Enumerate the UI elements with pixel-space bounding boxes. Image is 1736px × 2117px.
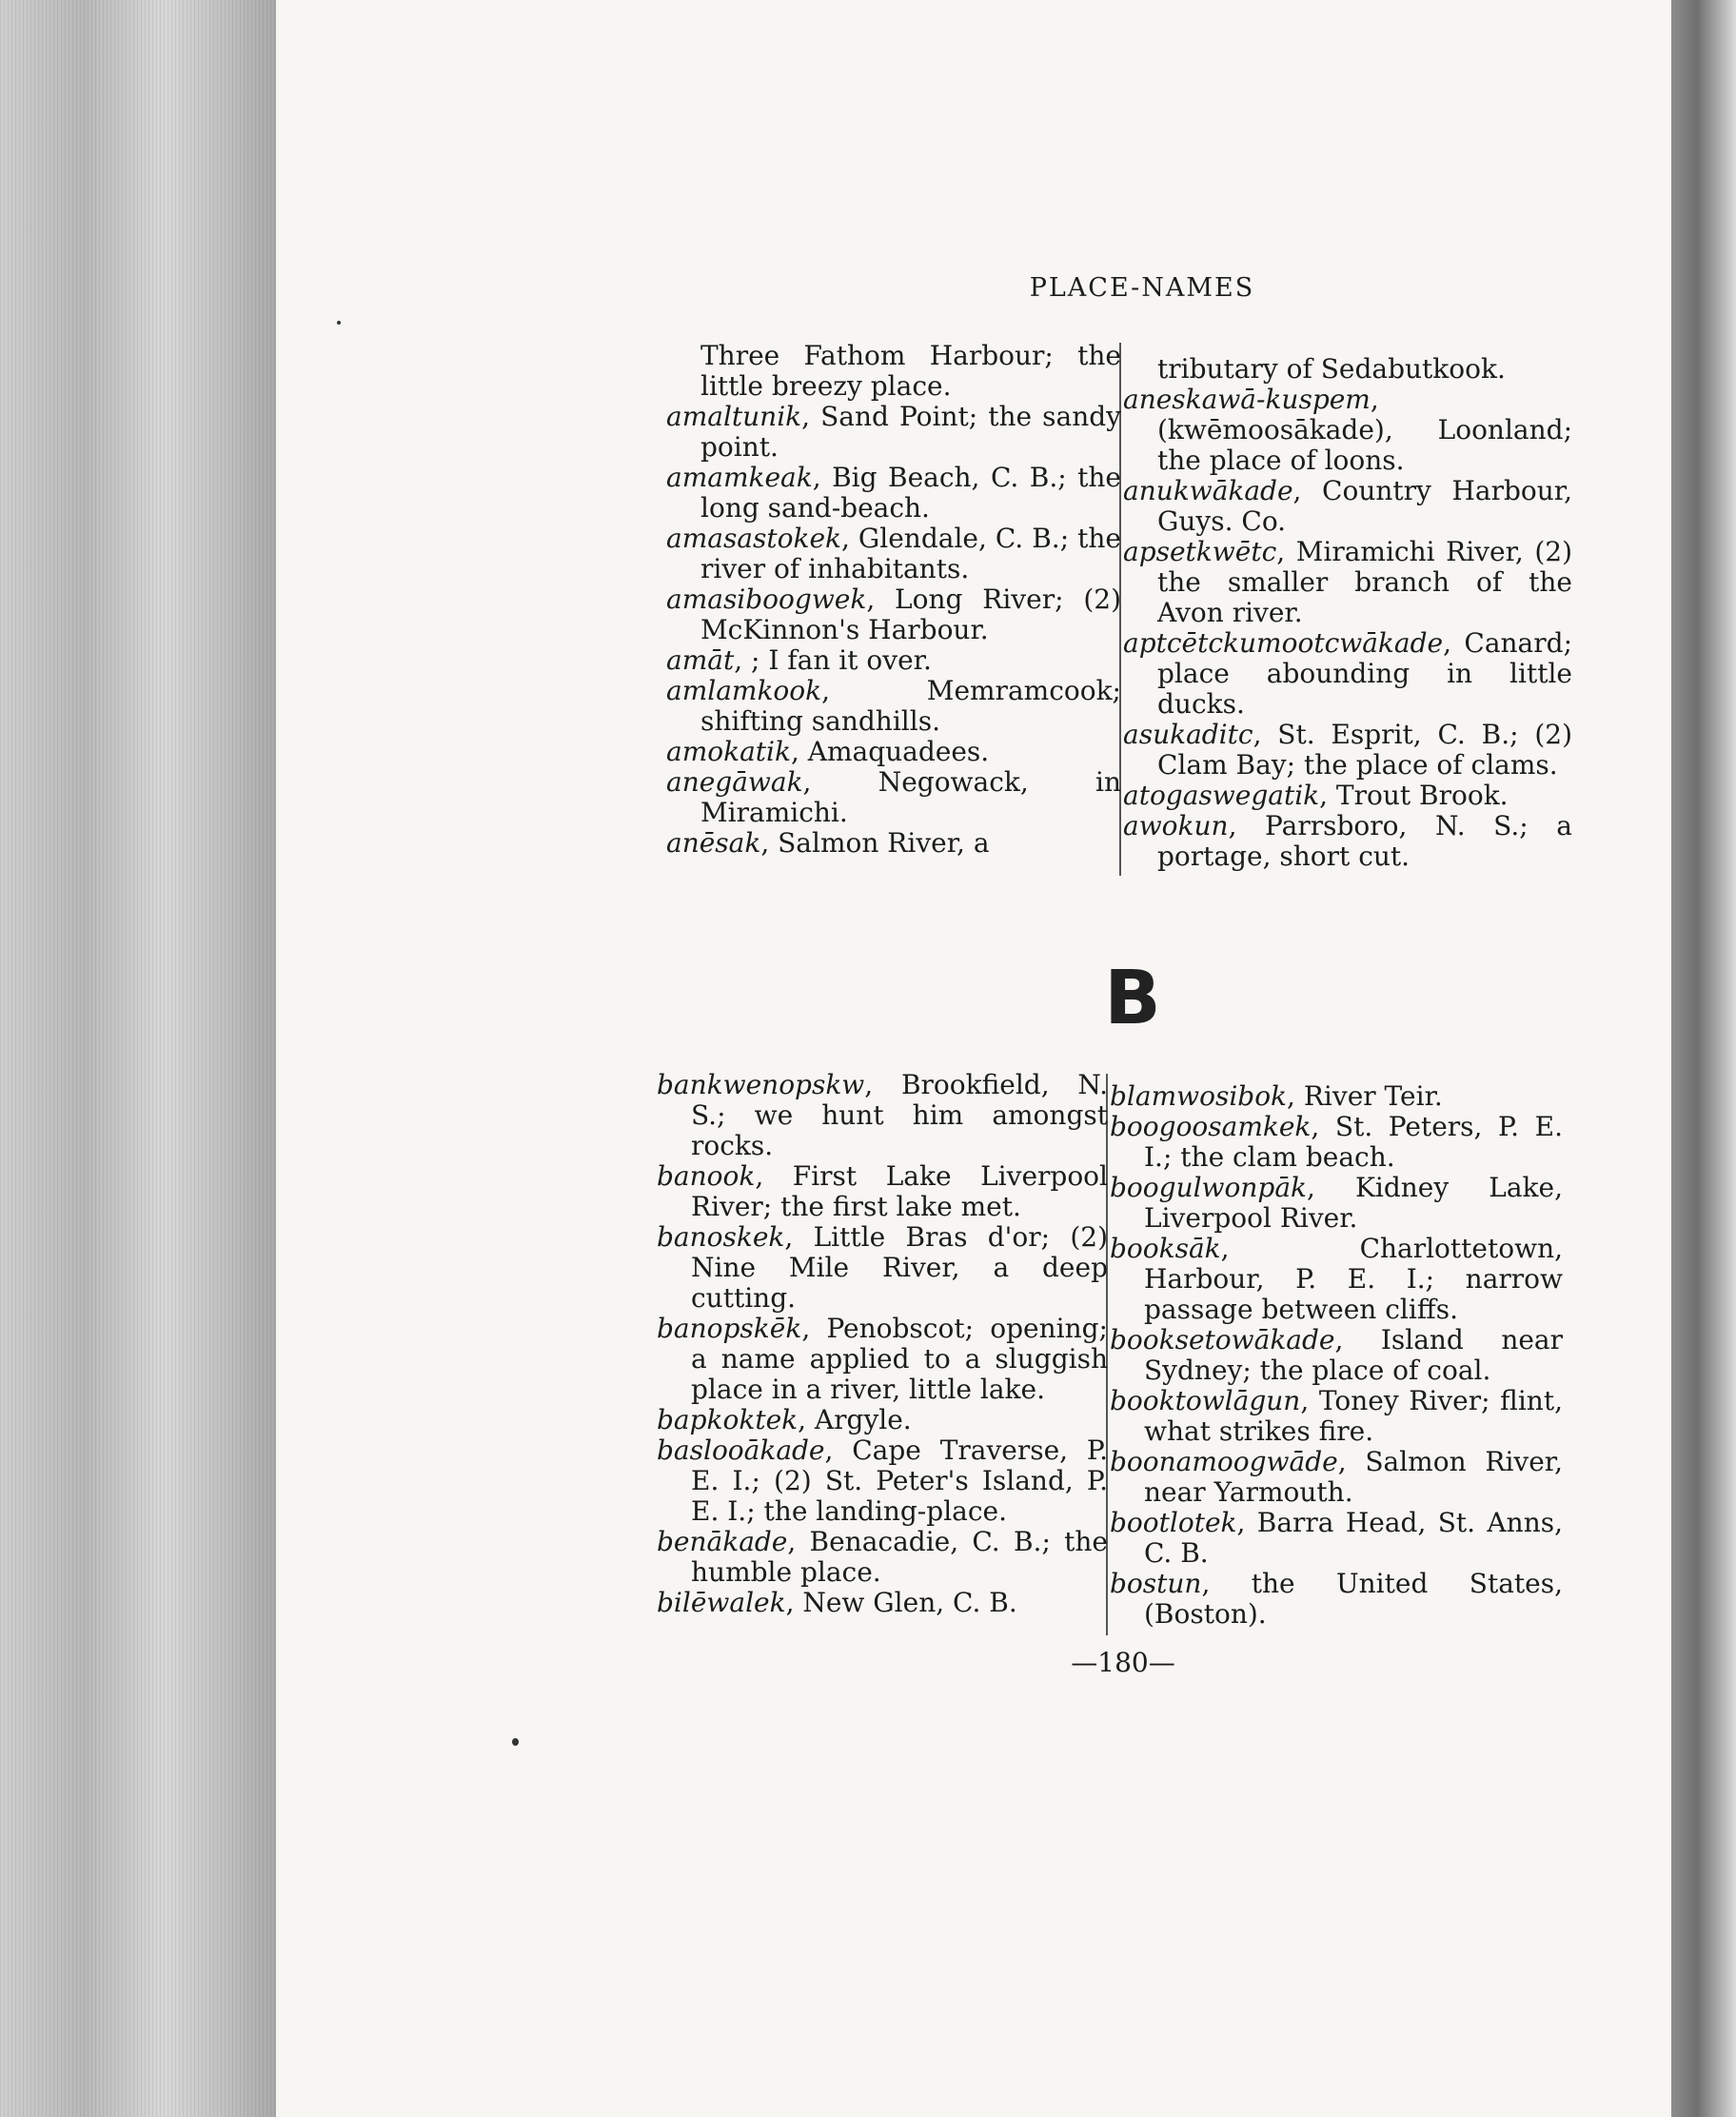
entry-headword: apsetkwētc <box>1123 536 1277 567</box>
dictionary-entry <box>1123 354 1572 385</box>
dictionary-entry <box>666 645 1121 676</box>
dictionary-entry <box>1110 1325 1563 1386</box>
entry-headword: amasiboogwek <box>666 584 867 615</box>
entry-definition: , Benacadie, C. B.; the humble place. <box>691 1526 1108 1588</box>
entry-headword: amokatik <box>666 736 791 767</box>
section-a-right-column <box>1123 354 1572 872</box>
dictionary-entry <box>1110 1508 1563 1569</box>
book-page-stack <box>0 0 276 2117</box>
entry-definition: , Miramichi River, (2) the smaller branch of the Avon river. <box>1157 536 1572 628</box>
entry-definition: , Charlottetown, Harbour, P. E. I.; narrow passage between cliffs. <box>1144 1233 1563 1325</box>
dictionary-entry <box>666 828 1121 859</box>
entry-headword: anegāwak <box>666 766 803 798</box>
dictionary-entry <box>1110 1386 1563 1447</box>
entry-definition: , Trout Brook. <box>1319 780 1509 811</box>
entry-definition: tributary of Sedabutkook. <box>1157 353 1506 385</box>
section-letter: B <box>1104 956 1161 1041</box>
entry-headword: amāt <box>666 644 735 676</box>
entry-definition: , Amaquadees. <box>790 736 990 767</box>
entry-headword: banopskēk <box>657 1313 802 1344</box>
dictionary-entry <box>657 1222 1108 1314</box>
entry-headword: booksetowākade <box>1110 1324 1335 1355</box>
entry-headword: amaltunik <box>666 401 802 432</box>
entry-definition: , the United States, (Boston). <box>1144 1568 1563 1630</box>
dictionary-entry <box>666 767 1121 828</box>
entry-headword: boogulwonpāk <box>1110 1172 1307 1203</box>
entry-headword: banoskek <box>657 1221 785 1253</box>
ink-speck <box>337 321 341 325</box>
dictionary-entry <box>657 1435 1108 1527</box>
entry-definition: , Memramcook; shifting sandhills. <box>700 675 1121 737</box>
dictionary-entry <box>666 402 1121 463</box>
entry-headword: bostun <box>1110 1568 1202 1599</box>
entry-definition: , Glendale, C. B.; the river of inhabitants. <box>700 523 1121 584</box>
dictionary-entry <box>657 1161 1108 1222</box>
dictionary-entry <box>666 341 1121 402</box>
entry-headword: aneskawā-kuspem <box>1123 384 1371 415</box>
dictionary-entry <box>657 1588 1108 1618</box>
entry-headword: amlamkook <box>666 675 822 706</box>
entry-headword: amasastokek <box>666 523 841 554</box>
entry-headword: anukwākade <box>1123 475 1293 506</box>
entry-definition: , Brookfield, N. S.; we hunt him amongst rocks. <box>691 1069 1108 1161</box>
dictionary-entry <box>1110 1569 1563 1630</box>
entry-headword: booksāk <box>1110 1233 1221 1264</box>
entry-definition: , Country Harbour, Guys. Co. <box>1157 475 1572 537</box>
entry-headword: bilēwalek <box>657 1587 786 1618</box>
dictionary-entry <box>1123 385 1572 476</box>
entry-definition: , Argyle. <box>798 1404 912 1435</box>
entry-headword: atogaswegatik <box>1123 780 1320 811</box>
entry-headword: boogoosamkek <box>1110 1111 1312 1142</box>
entry-definition: , Big Beach, C. B.; the long sand-beach. <box>700 462 1121 524</box>
entry-definition: Three Fathom Harbour; the little breezy place. <box>700 340 1121 402</box>
entry-definition: , First Lake Liverpool River; the first lake met. <box>691 1160 1108 1222</box>
dictionary-entry <box>666 737 1121 767</box>
entry-definition: , St. Esprit, C. B.; (2) Clam Bay; the place of clams. <box>1157 719 1572 781</box>
entry-headword: bapkoktek <box>657 1404 799 1435</box>
entry-definition: , Salmon River, a <box>760 827 990 859</box>
dictionary-entry <box>1110 1234 1563 1325</box>
entry-definition: , Cape Traverse, P. E. I.; (2) St. Peter's Island, P. E. I.; the landing-place. <box>691 1434 1108 1527</box>
dictionary-entry <box>657 1314 1108 1405</box>
entry-headword: asukaditc <box>1123 719 1253 750</box>
book-page <box>276 0 1671 2117</box>
entry-definition: , New Glen, C. B. <box>785 1587 1017 1618</box>
entry-definition: , River Teir. <box>1287 1080 1443 1112</box>
page-number: —180— <box>1071 1647 1175 1678</box>
entry-definition: , St. Peters, P. E. I.; the clam beach. <box>1144 1111 1563 1173</box>
entry-definition: , Penobscot; opening; a name applied to a sluggish place in a river, little lake. <box>691 1313 1108 1405</box>
section-b-right-column <box>1110 1081 1563 1630</box>
entry-headword: bootlotek <box>1110 1507 1237 1538</box>
entry-definition: , Barra Head, St. Anns, C. B. <box>1144 1507 1563 1569</box>
book-right-edge <box>1671 0 1736 2117</box>
dictionary-entry <box>1110 1081 1563 1112</box>
dictionary-entry <box>666 676 1121 737</box>
entry-headword: bankwenopskw <box>657 1069 865 1100</box>
entry-headword: anēsak <box>666 827 761 859</box>
dictionary-entry <box>657 1070 1108 1161</box>
dictionary-entry <box>657 1527 1108 1588</box>
entry-definition: , Long River; (2) McKinnon's Harbour. <box>700 584 1121 645</box>
dictionary-entry <box>666 524 1121 584</box>
dictionary-entry <box>1110 1447 1563 1508</box>
entry-headword: aptcētckumootcwākade <box>1123 627 1444 659</box>
entry-definition: , Canard; place abounding in little ducks. <box>1157 627 1572 720</box>
dictionary-entry <box>666 463 1121 524</box>
entry-headword: booktowlāgun <box>1110 1385 1301 1416</box>
dictionary-entry <box>1110 1173 1563 1234</box>
dictionary-entry <box>1123 476 1572 537</box>
entry-definition: , Island near Sydney; the place of coal. <box>1144 1324 1563 1386</box>
entry-definition: , Sand Point; the sandy point. <box>700 401 1121 463</box>
entry-definition: , ; I fan it over. <box>734 644 932 676</box>
dictionary-entry <box>1110 1112 1563 1173</box>
dictionary-entry <box>1123 628 1572 720</box>
entry-definition: , Parrsboro, N. S.; a portage, short cut. <box>1157 810 1572 872</box>
entry-headword: amamkeak <box>666 462 813 493</box>
entry-definition: , Little Bras d'or; (2) Nine Mile River, a deep cutting. <box>691 1221 1108 1314</box>
entry-definition: , Kidney Lake, Liverpool River. <box>1144 1172 1563 1234</box>
section-a-left-column <box>666 341 1121 859</box>
dictionary-entry <box>1123 781 1572 811</box>
entry-definition: , Salmon River, near Yarmouth. <box>1144 1446 1563 1508</box>
entry-definition: , Negowack, in Miramichi. <box>700 766 1121 828</box>
ink-speck <box>512 1738 519 1746</box>
entry-definition: , Toney River; flint, what strikes fire. <box>1144 1385 1563 1447</box>
dictionary-entry <box>657 1405 1108 1435</box>
dictionary-entry <box>1123 811 1572 872</box>
entry-headword: blamwosibok <box>1110 1080 1288 1112</box>
dictionary-entry <box>666 584 1121 645</box>
entry-headword: awokun <box>1123 810 1229 841</box>
entry-definition: , (kwēmoosākade), Loonland; the place of loons. <box>1157 384 1572 476</box>
entry-headword: boonamoogwāde <box>1110 1446 1338 1477</box>
section-b-left-column <box>657 1070 1108 1618</box>
entry-headword: baslooākade <box>657 1434 825 1466</box>
running-head: PLACE-NAMES <box>1029 273 1255 303</box>
dictionary-entry <box>1123 537 1572 628</box>
entry-headword: banook <box>657 1160 756 1192</box>
entry-headword: benākade <box>657 1526 788 1557</box>
dictionary-entry <box>1123 720 1572 781</box>
